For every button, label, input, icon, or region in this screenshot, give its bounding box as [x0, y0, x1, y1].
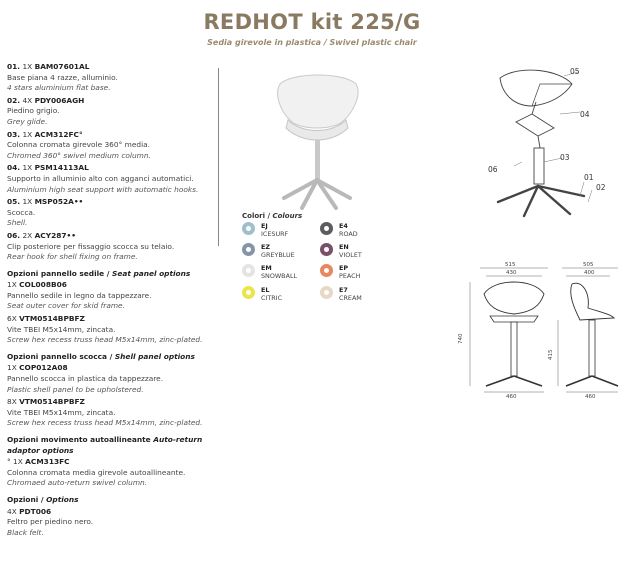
color-name: VIOLET — [339, 251, 362, 259]
color-code: EM — [261, 264, 272, 272]
component-desc-en: Grey glide. — [7, 116, 48, 126]
component-list — [7, 62, 237, 540]
front-top-inner: 430 — [506, 270, 517, 276]
label-06: 06 — [488, 165, 498, 174]
color-dot — [320, 222, 333, 235]
component-qty: 2X — [22, 230, 33, 240]
color-dot — [242, 286, 255, 299]
side-top-outer: 505 — [583, 262, 594, 268]
options-heading: Opzioni movimento autoallineante Auto-return adaptor options — [7, 435, 203, 455]
component-number: 06. — [7, 230, 21, 240]
color-code: E4 — [339, 222, 348, 230]
chair-photo — [262, 64, 372, 214]
component-code: ACM312FC° — [34, 129, 83, 139]
color-code: EJ — [261, 222, 268, 230]
option-qty: 1X — [7, 280, 17, 290]
component-desc-it: Clip posteriore per fissaggio scocca su telaio. — [7, 241, 175, 251]
component-number: 03. — [7, 129, 21, 139]
option-item — [7, 314, 237, 346]
component-number: 02. — [7, 95, 21, 105]
component-item — [7, 231, 237, 263]
option-desc-en: Black felt. — [7, 527, 44, 537]
component-qty: 1X — [22, 197, 33, 207]
component-item — [7, 96, 237, 128]
option-code: VTM0514BPBFZ — [19, 397, 85, 407]
option-qty: 8X — [7, 397, 17, 407]
option-qty: 1X — [7, 363, 17, 373]
component-code: PDY006AGH — [34, 95, 85, 105]
color-name: GREYBLUE — [261, 251, 295, 259]
color-dot — [242, 264, 255, 277]
color-code: E7 — [339, 286, 348, 294]
color-swatch — [242, 243, 295, 259]
color-code: EN — [339, 243, 349, 251]
component-desc-en: Chromed 360° swivel medium column. — [7, 150, 151, 160]
color-dot — [320, 264, 333, 277]
option-desc-it: Colonna cromata media girevole autoallineante. — [7, 467, 186, 477]
component-desc-en: 4 stars aluminium flat base. — [7, 83, 111, 93]
color-code: EP — [339, 264, 349, 272]
colors-title: Colori / Colours — [242, 212, 303, 220]
option-desc-en: Screw hex recess truss head M5x14mm, zinc-plated. — [7, 335, 203, 345]
component-code: PSM14113AL — [34, 163, 89, 173]
component-number: 01. — [7, 62, 21, 71]
label-05: 05 — [570, 67, 580, 76]
component-qty: 1X — [22, 62, 33, 71]
component-desc-it: Base piana 4 razze, alluminio. — [7, 72, 118, 82]
option-qty: 4X — [7, 506, 17, 516]
options-heading: Opzioni pannello sedile / Seat panel options — [7, 268, 191, 278]
label-01: 01 — [584, 173, 594, 182]
color-swatch — [320, 264, 360, 280]
seat-height: 415 — [548, 349, 554, 360]
option-desc-en: Screw hex recess truss head M5x14mm, zinc-plated. — [7, 418, 203, 428]
component-desc-en: Shell. — [7, 218, 28, 228]
product-subtitle: Sedia girevole in plastica / Swivel plastic chair — [207, 38, 417, 47]
options-heading: Opzioni / Options — [7, 494, 79, 504]
side-base: 460 — [585, 394, 596, 398]
color-swatch — [242, 264, 297, 280]
option-item — [7, 397, 237, 429]
option-item — [7, 280, 237, 312]
color-swatch — [320, 222, 358, 238]
color-dot — [242, 243, 255, 256]
color-name: SNOWBALL — [261, 272, 298, 280]
color-dot — [320, 286, 333, 299]
component-desc-it: Piedino grigio. — [7, 106, 60, 116]
component-item — [7, 62, 237, 94]
color-swatch — [242, 222, 288, 238]
options-heading: Opzioni pannello scocca / Shell panel options — [7, 351, 195, 361]
option-desc-en: Seat outer cover for skid frame. — [7, 301, 125, 311]
component-qty: 1X — [22, 129, 33, 139]
color-swatch — [320, 286, 362, 302]
color-name: CITRIC — [261, 294, 283, 302]
option-code: ACM313FC — [25, 457, 70, 467]
option-qty: ° 1X — [7, 457, 23, 467]
component-qty: 1X — [22, 163, 33, 173]
option-item — [7, 507, 237, 539]
component-code: ACY287•• — [34, 230, 76, 240]
color-name: ICESURF — [261, 230, 289, 238]
component-code: MSP052A•• — [34, 197, 84, 207]
color-name: PEACH — [339, 272, 361, 280]
color-dot — [320, 243, 333, 256]
color-swatch — [242, 286, 282, 302]
component-number: 04. — [7, 163, 21, 173]
component-number: 05. — [7, 197, 21, 207]
option-desc-it: Feltro per piedino nero. — [7, 517, 94, 527]
option-desc-it: Vite TBEI M5x14mm, zincata. — [7, 324, 116, 334]
product-title: REDHOT kit 225/G — [203, 10, 421, 34]
dimension-drawings — [450, 262, 624, 398]
front-base: 460 — [506, 394, 517, 398]
label-04: 04 — [580, 110, 590, 119]
option-item — [7, 457, 237, 489]
color-code: EL — [261, 286, 270, 294]
component-desc-en: Aluminium high seat support with automatic hooks. — [7, 184, 199, 194]
color-dot — [242, 222, 255, 235]
option-code: COL008B06 — [19, 280, 67, 290]
overall-height: 740 — [458, 333, 464, 344]
component-qty: 4X — [22, 95, 33, 105]
component-code: BAM07601AL — [34, 62, 90, 71]
label-03: 03 — [560, 153, 570, 162]
option-code: PDT006 — [19, 506, 52, 516]
color-code: EZ — [261, 243, 270, 251]
component-item — [7, 130, 237, 162]
side-top-inner: 400 — [584, 270, 595, 276]
option-desc-it: Pannello scocca in plastica da tappezzare. — [7, 374, 164, 384]
component-desc-it: Supporto in alluminio alto con agganci automatici. — [7, 173, 194, 183]
color-name: ROAD — [339, 230, 358, 238]
color-swatch — [320, 243, 362, 259]
label-02: 02 — [596, 183, 606, 192]
component-desc-it: Colonna cromata girevole 360° media. — [7, 140, 151, 150]
component-item — [7, 197, 237, 229]
option-desc-it: Pannello sedile in legno da tappezzare. — [7, 290, 152, 300]
option-desc-en: Plastic shell panel to be upholstered. — [7, 384, 144, 394]
option-desc-en: Chromaed auto-return swivel column. — [7, 478, 148, 488]
divider — [218, 68, 219, 246]
option-item — [7, 363, 237, 395]
option-code: COP012A08 — [19, 363, 68, 373]
front-top-outer: 515 — [505, 262, 516, 268]
option-code: VTM0514BPBFZ — [19, 314, 85, 324]
component-item — [7, 163, 237, 195]
component-desc-it: Scocca. — [7, 207, 36, 217]
color-name: CREAM — [339, 294, 362, 302]
exploded-drawing — [480, 62, 615, 222]
component-desc-en: Rear hook for shell fixing on frame. — [7, 252, 138, 262]
option-desc-it: Vite TBEI M5x14mm, zincata. — [7, 407, 116, 417]
option-qty: 6X — [7, 314, 17, 324]
